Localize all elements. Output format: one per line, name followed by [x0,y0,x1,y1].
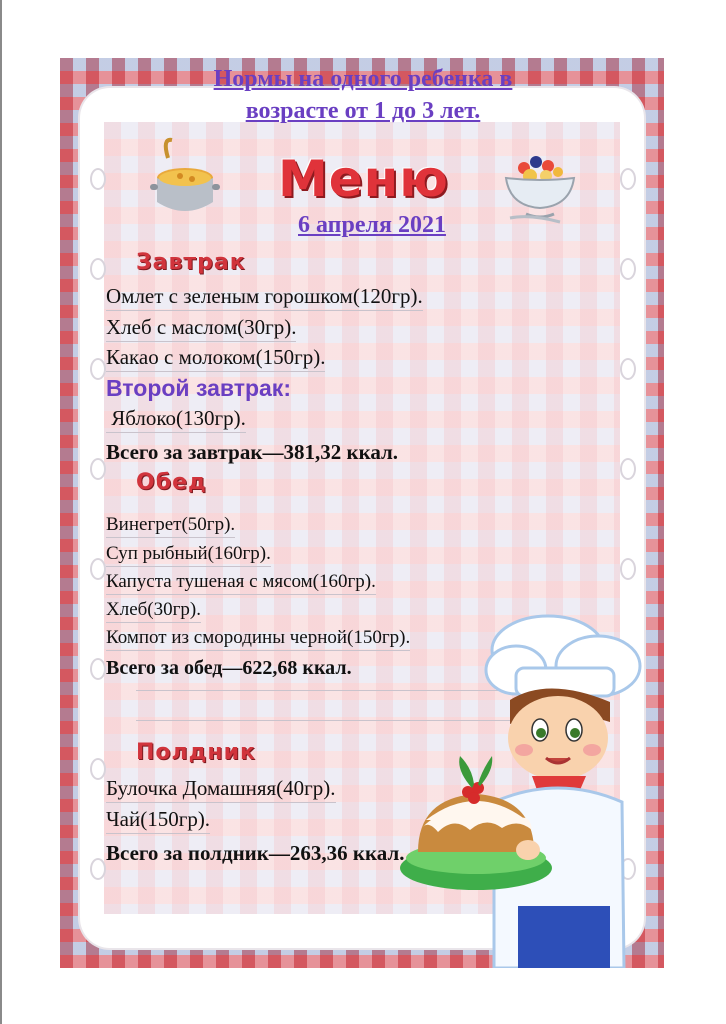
breakfast-item: Какао с молоком(150гр). [106,345,325,372]
lace-hole [90,458,106,480]
second-breakfast-title: Второй завтрак: [106,375,291,401]
lace-hole [620,258,636,280]
lace-hole [620,558,636,580]
lace-hole [90,258,106,280]
lunch-total: Всего за обед—622,68 ккал. [106,657,352,679]
lace-hole [90,858,106,880]
soup-pot-icon [150,136,220,220]
section-title-breakfast: Завтрак [136,250,246,275]
second-breakfast-item: Яблоко(130гр). [106,406,246,433]
lace-hole [90,558,106,580]
snack-total: Всего за полдник—263,36 ккал. [106,841,405,865]
lunch-item: Суп рыбный(160гр). [106,543,271,567]
lace-hole [90,658,106,680]
section-title-snack: Полдник [136,740,256,765]
lunch-item: Компот из смородины черной(150гр). [106,627,410,651]
page-title-line-1: Нормы на одного ребенка в [213,66,513,92]
menu-heading: Меню [278,150,449,208]
lunch-item: Капуста тушеная с мясом(160гр). [106,571,376,595]
lace-hole [620,358,636,380]
fruit-bowl-icon [500,150,580,226]
snack-item: Булочка Домашняя(40гр). [106,776,336,803]
lace-hole [90,358,106,380]
snack-item: Чай(150гр). [106,807,210,834]
breakfast-item: Хлеб с маслом(30гр). [106,315,296,342]
lace-hole [620,458,636,480]
lunch-item: Винегрет(50гр). [106,514,235,538]
breakfast-total: Всего за завтрак—381,32 ккал. [106,440,399,464]
page-edge [0,0,2,1024]
lace-hole [90,758,106,780]
lunch-item: Хлеб(30гр). [106,599,201,623]
chef-illustration [398,606,650,968]
page-title-line-2: возрасте от 1 до 3 лет. [245,98,481,124]
lace-hole [620,168,636,190]
lace-hole [90,168,106,190]
breakfast-item: Омлет с зеленым горошком(120гр). [106,284,423,311]
menu-date: 6 апреля 2021 [298,212,446,238]
section-title-lunch: Обед [136,470,207,495]
